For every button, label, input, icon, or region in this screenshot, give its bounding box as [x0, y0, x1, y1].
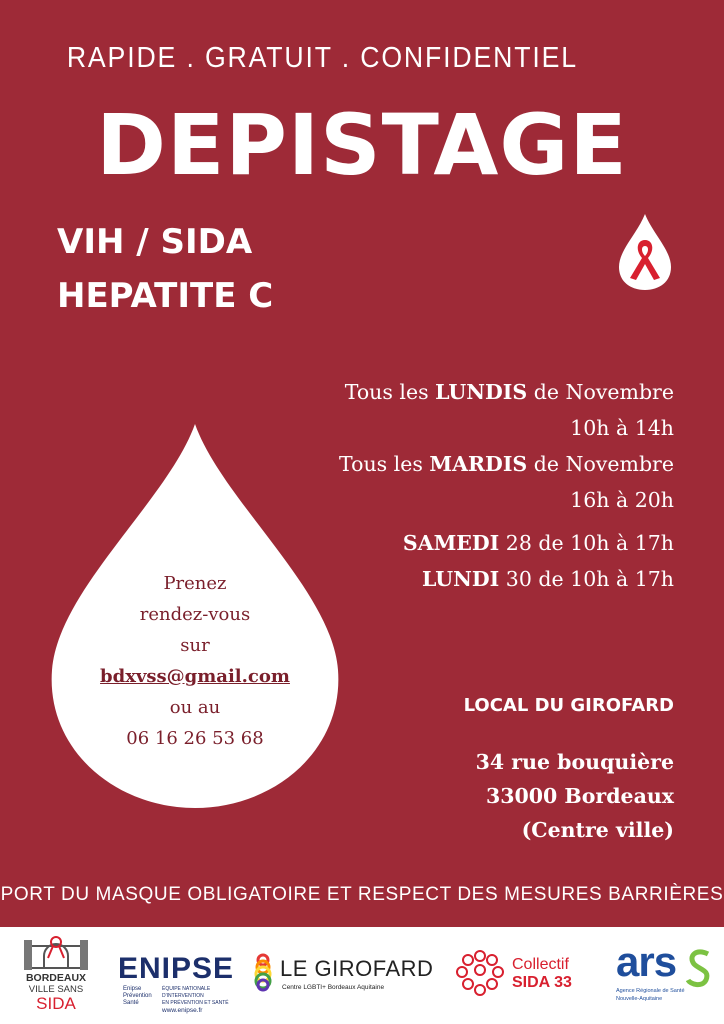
location-name: LOCAL DU GIROFARD	[463, 695, 674, 716]
subtitle-hepatite: HEPATITE C	[57, 276, 274, 316]
girofard-rainbow-icon	[246, 952, 280, 992]
girofard-sub: Centre LGBTI+ Bordeaux Aquitaine	[282, 984, 385, 991]
schedule-line-lundis: Tous les LUNDIS de Novembre	[344, 380, 674, 404]
ars-line-1: Agence Régionale de Santé	[616, 988, 685, 994]
collectif-line-2: SIDA 33	[512, 974, 572, 991]
appointment-line-4: ou au	[169, 697, 221, 718]
ars-name: ars	[616, 938, 677, 985]
address-note: (Centre ville)	[521, 818, 674, 842]
bvss-line-3: SIDA	[36, 994, 76, 1013]
page-title: DEPISTAGE	[96, 96, 628, 194]
girofard-logo	[246, 952, 434, 1002]
phone-number[interactable]: 06 16 26 53 68	[126, 728, 264, 749]
collectif-line-1: Collectif	[512, 956, 569, 973]
schedule-line-lundis-hours: 10h à 14h	[570, 416, 674, 440]
ars-green-mark-icon	[686, 948, 712, 988]
ribbon-drop-icon	[615, 212, 675, 292]
email-link[interactable]: bdxvss@gmail.com	[100, 666, 290, 687]
enipse-sub: Enipse Prévention Santé	[123, 986, 152, 1006]
schedule-line-lundi: LUNDI 30 de 10h à 17h	[421, 567, 674, 591]
schedule-block	[339, 374, 674, 518]
enipse-name: ENIPSE	[118, 952, 235, 985]
enipse-logo	[118, 952, 238, 1016]
bvss-emblem-icon	[20, 932, 92, 974]
ars-line-2: Nouvelle-Aquitaine	[616, 996, 663, 1002]
enipse-desc: ÉQUIPE NATIONALE D'INTERVENTION EN PRÉVENTION ET SANTÉ www.enipse.fr	[162, 986, 229, 1014]
schedule-line-mardis-hours: 16h à 20h	[570, 488, 674, 512]
schedule-special-block	[403, 525, 674, 597]
mask-notice: PORT DU MASQUE OBLIGATOIRE ET RESPECT DES MESURES BARRIÈRES	[0, 884, 724, 905]
appointment-line-1: Prenez	[163, 573, 227, 594]
tagline: RAPIDE . GRATUIT . CONFIDENTIEL	[66, 42, 578, 74]
bvss-line-1: BORDEAUX	[25, 972, 87, 984]
schedule-line-mardis: Tous les MARDIS de Novembre	[339, 452, 674, 476]
appointment-line-3: sur	[180, 635, 210, 656]
schedule-line-samedi: SAMEDI 28 de 10h à 17h	[402, 531, 674, 555]
address-city: 33000 Bordeaux	[485, 784, 674, 808]
bvss-logo	[20, 932, 92, 1020]
address-block	[476, 745, 674, 847]
subtitle-vih: VIH / SIDA	[57, 222, 253, 262]
address-street: 34 rue bouquière	[475, 750, 674, 774]
girofard-name: LE GIROFARD	[280, 956, 434, 981]
ribbon-circle-icon	[452, 946, 508, 1002]
appointment-line-2: rendez-vous	[139, 604, 251, 625]
bvss-line-2: VILLE SANS	[28, 984, 84, 995]
appointment-text	[70, 568, 320, 754]
collectif-sida-logo	[452, 946, 602, 1002]
ars-logo	[614, 938, 714, 1018]
